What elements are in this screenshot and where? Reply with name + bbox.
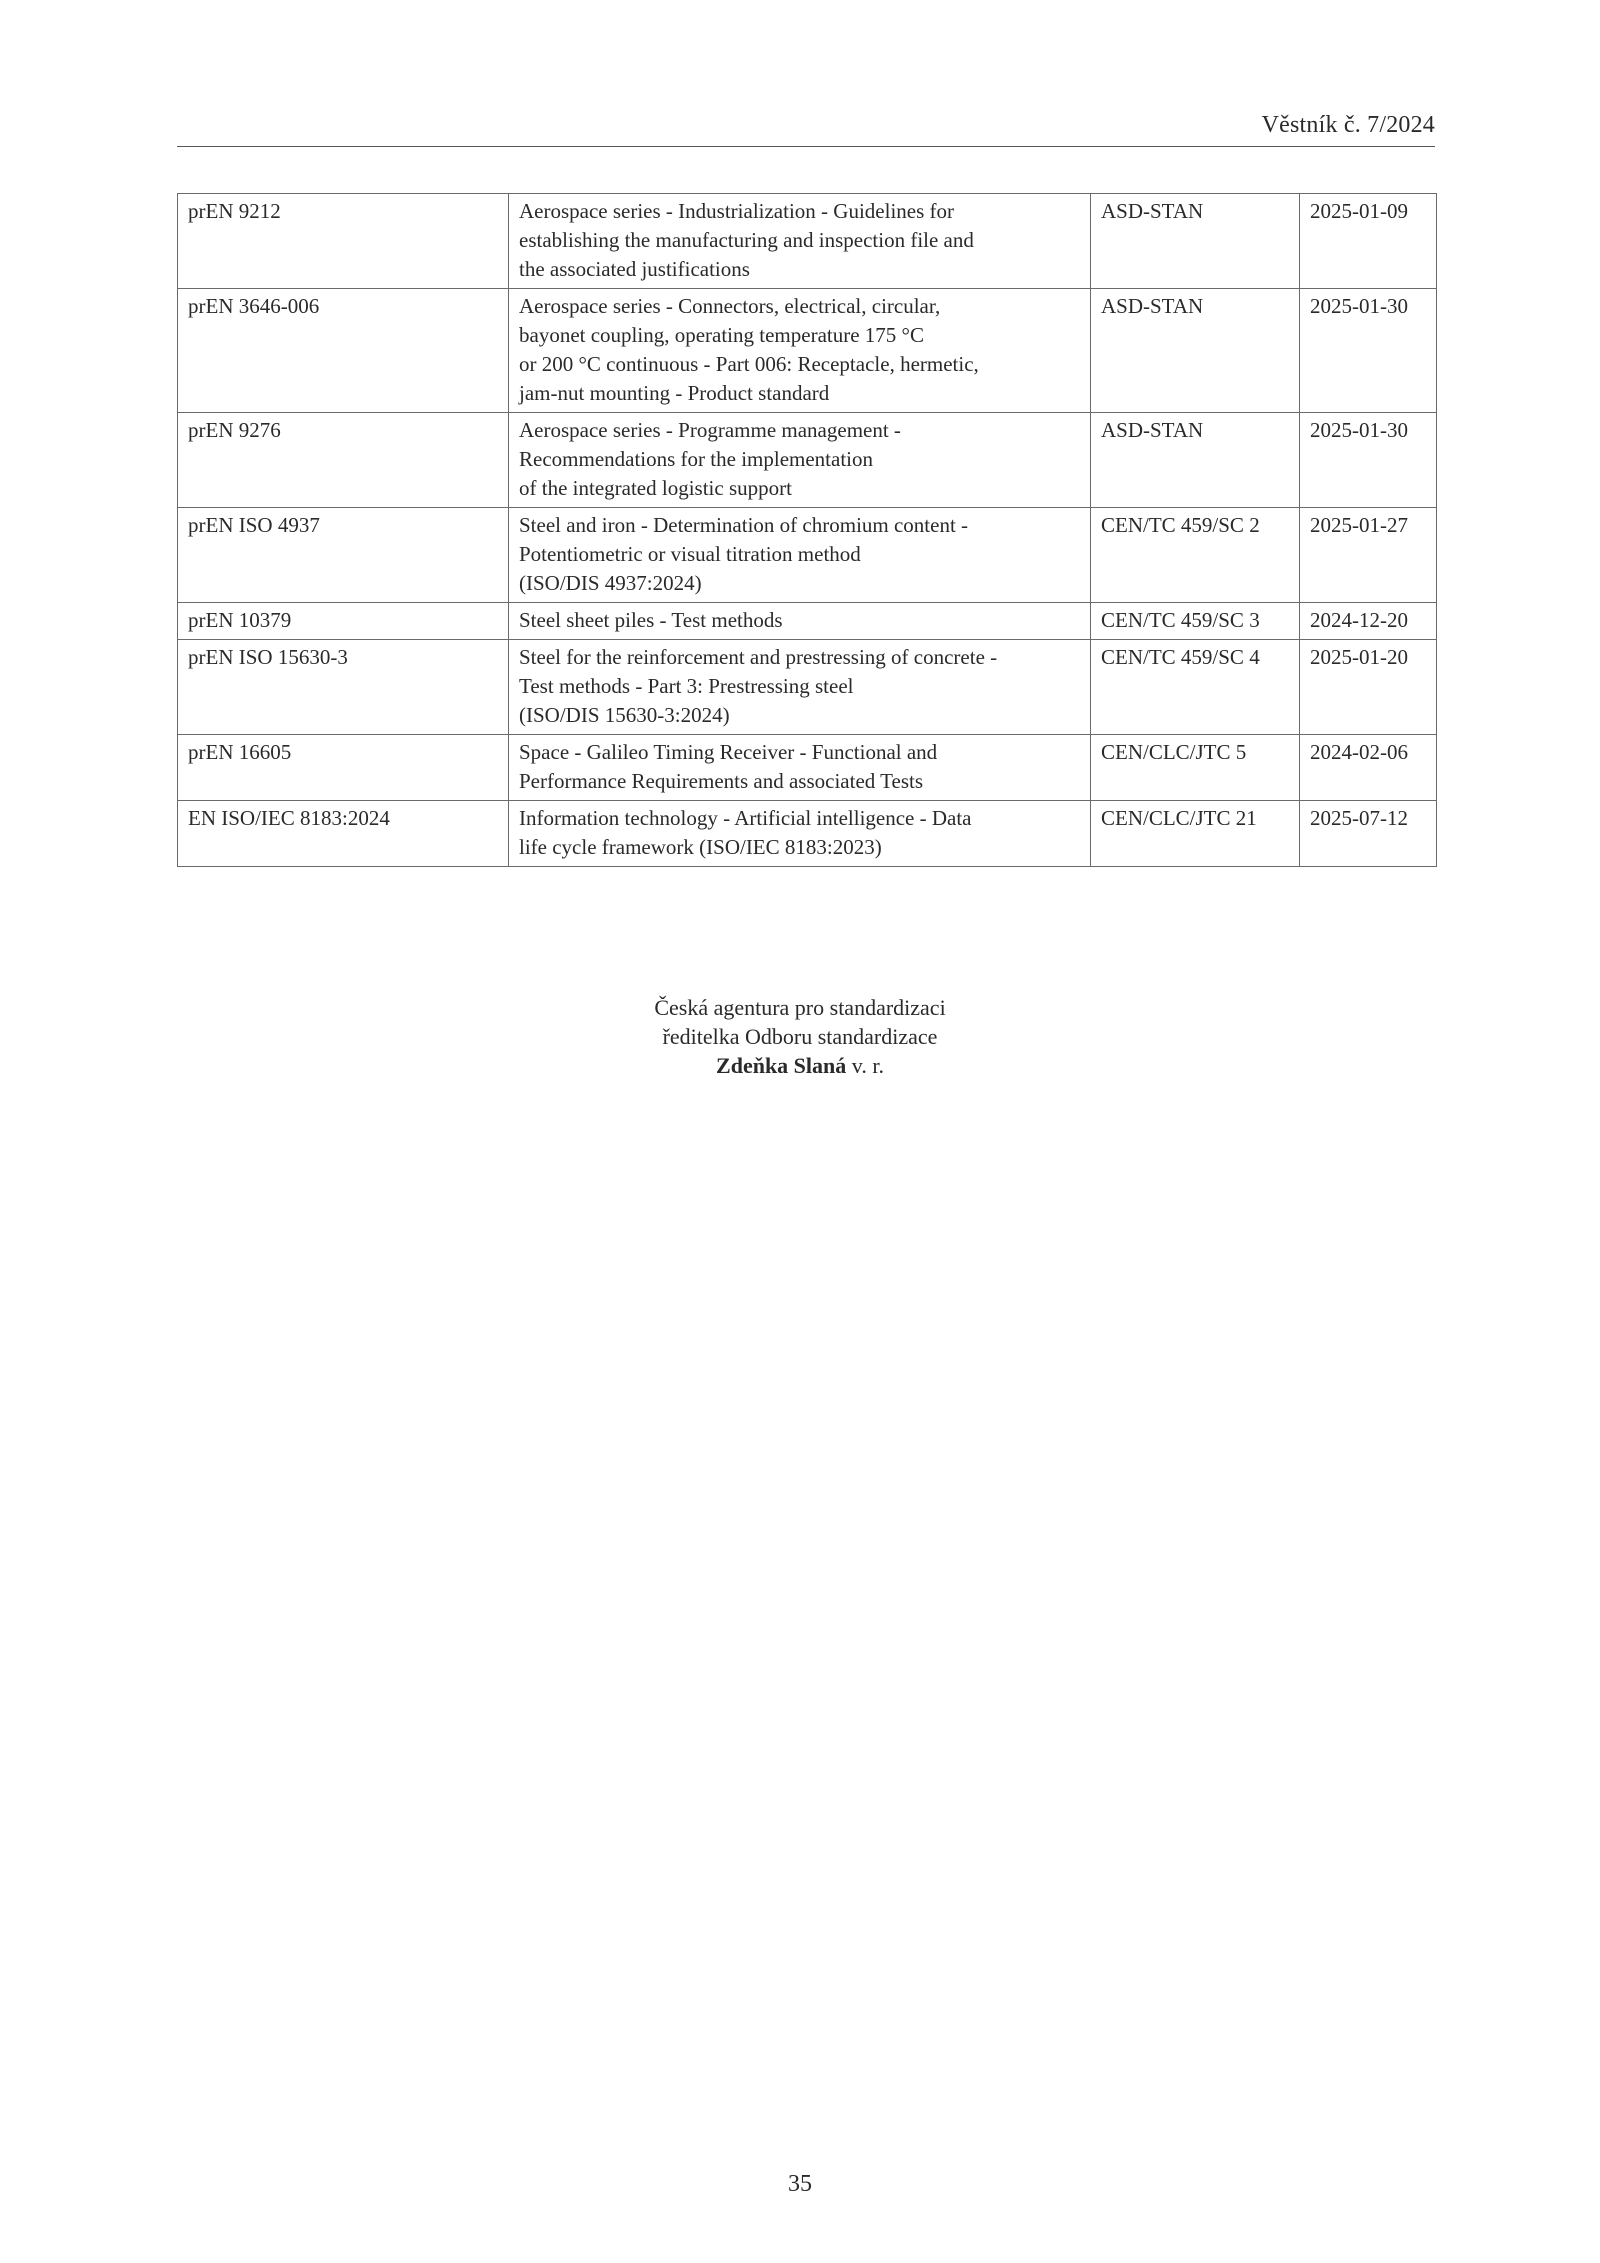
signature-suffix: v. r. (851, 1053, 884, 1078)
standard-code-cell: prEN ISO 15630-3 (178, 640, 509, 735)
committee-cell: CEN/CLC/JTC 21 (1091, 801, 1300, 867)
date-cell: 2025-07-12 (1300, 801, 1437, 867)
standard-title-cell: Steel sheet piles - Test methods (509, 603, 1091, 640)
date-cell: 2024-02-06 (1300, 735, 1437, 801)
signature-name-line (0, 1051, 1600, 1080)
standard-code-cell: prEN 9212 (178, 194, 509, 289)
signature-block (0, 993, 1600, 1080)
standard-code-cell: prEN ISO 4937 (178, 508, 509, 603)
committee-cell: CEN/TC 459/SC 3 (1091, 603, 1300, 640)
date-cell: 2025-01-27 (1300, 508, 1437, 603)
standard-title-cell: Information technology - Artificial intelligence - Data life cycle framework (ISO/IEC 8183:2023) (509, 801, 1091, 867)
bulletin-title: Věstník č. 7/2024 (1261, 112, 1435, 138)
signature-organization: Česká agentura pro standardizaci (654, 995, 946, 1020)
signature-position: ředitelka Odboru standardizace (662, 1024, 938, 1049)
standard-title-cell: Space - Galileo Timing Receiver - Functional and Performance Requirements and associated Tests (509, 735, 1091, 801)
page-number: 35 (788, 2171, 812, 2197)
table-row (178, 603, 1437, 640)
date-cell: 2025-01-30 (1300, 289, 1437, 413)
committee-cell: ASD-STAN (1091, 413, 1300, 508)
table-row (178, 735, 1437, 801)
table-row (178, 508, 1437, 603)
standard-code-cell: prEN 9276 (178, 413, 509, 508)
page-header (177, 110, 1435, 147)
standard-title-cell: Aerospace series - Programme management - Recommendations for the implementation of the integrated logistic support (509, 413, 1091, 508)
standard-code-cell: prEN 3646-006 (178, 289, 509, 413)
date-cell: 2025-01-30 (1300, 413, 1437, 508)
table-row (178, 801, 1437, 867)
committee-cell: CEN/TC 459/SC 4 (1091, 640, 1300, 735)
table-row (178, 194, 1437, 289)
committee-cell: ASD-STAN (1091, 289, 1300, 413)
standard-code-cell: EN ISO/IEC 8183:2024 (178, 801, 509, 867)
committee-cell: ASD-STAN (1091, 194, 1300, 289)
standard-title-cell: Aerospace series - Connectors, electrical, circular, bayonet coupling, operating temperature 175 °C or 200 °C continuous - Part 006: Receptacle, hermetic, jam-nut mounting - Product standard (509, 289, 1091, 413)
signature-name: Zdeňka Slaná (716, 1053, 847, 1078)
standard-code-cell: prEN 16605 (178, 735, 509, 801)
standards-table-body (178, 194, 1437, 867)
date-cell: 2025-01-09 (1300, 194, 1437, 289)
date-cell: 2024-12-20 (1300, 603, 1437, 640)
standards-table (177, 193, 1437, 867)
standard-title-cell: Aerospace series - Industrialization - Guidelines for establishing the manufacturing and inspection file and the associated justifications (509, 194, 1091, 289)
table-row (178, 640, 1437, 735)
date-cell: 2025-01-20 (1300, 640, 1437, 735)
standard-title-cell: Steel for the reinforcement and prestressing of concrete - Test methods - Part 3: Prestressing steel (ISO/DIS 15630-3:2024) (509, 640, 1091, 735)
committee-cell: CEN/CLC/JTC 5 (1091, 735, 1300, 801)
standard-title-cell: Steel and iron - Determination of chromium content - Potentiometric or visual titration method (ISO/DIS 4937:2024) (509, 508, 1091, 603)
committee-cell: CEN/TC 459/SC 2 (1091, 508, 1300, 603)
table-row (178, 413, 1437, 508)
table-row (178, 289, 1437, 413)
standard-code-cell: prEN 10379 (178, 603, 509, 640)
